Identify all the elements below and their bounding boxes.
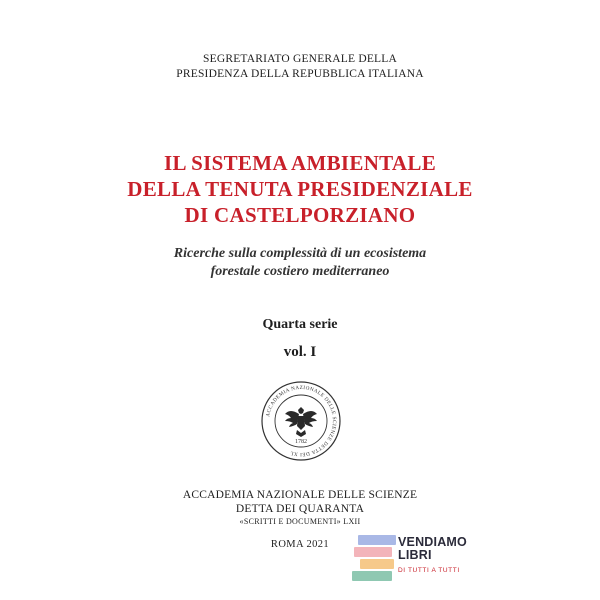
book-stripe-4 [352,571,392,581]
publisher-line-2: PRESIDENZA DELLA REPUBBLICA ITALIANA [176,68,424,80]
academy-line-1: ACCADEMIA NAZIONALE DELLE SCIENZE [182,489,418,501]
subtitle-line-1: Ricerche sulla complessità di un ecosistema [173,246,427,261]
title-line-3: DI CASTELPORZIANO [184,203,416,227]
book-subtitle [0,245,600,281]
title-line-2: DELLA TENUTA PRESIDENZIALE [127,177,473,201]
academy-seal-icon [260,380,342,462]
publisher-line-1: SEGRETARIATO GENERALE DELLA [203,53,397,65]
watermark-text [398,536,467,575]
title-line-1: IL SISTEMA AMBIENTALE [164,151,436,175]
academy-line-2: DETTA DEI QUARANTA [235,503,365,515]
book-stripe-1 [358,535,396,545]
volume-label: vol. I [283,344,317,360]
book-stripe-3 [360,559,394,569]
watermark-tagline: DI TUTTI A TUTTI [398,567,460,574]
book-stripe-2 [354,547,392,557]
watermark-name-line-1: VENDIAMO [398,535,467,549]
place-year: ROMA 2021 [270,539,330,550]
academy-name [0,488,600,516]
svg-text:ACCADEMIA NAZIONALE DELLE SCIE: ACCADEMIA NAZIONALE DELLE SCIENZE DETTA DEI XL [265,384,338,458]
subtitle-line-2: forestale costiero mediterraneo [210,264,390,279]
series-label: Quarta serie [262,317,338,332]
publisher-heading [0,52,600,82]
collection-label: «SCRITTI E DOCUMENTI» LXII [239,517,361,526]
book-title [0,150,600,228]
watermark-name-line-2: LIBRI [398,548,432,562]
vendiamo-libri-watermark [352,532,492,588]
stacked-books-icon [352,535,396,585]
svg-text:1782: 1782 [295,439,307,445]
